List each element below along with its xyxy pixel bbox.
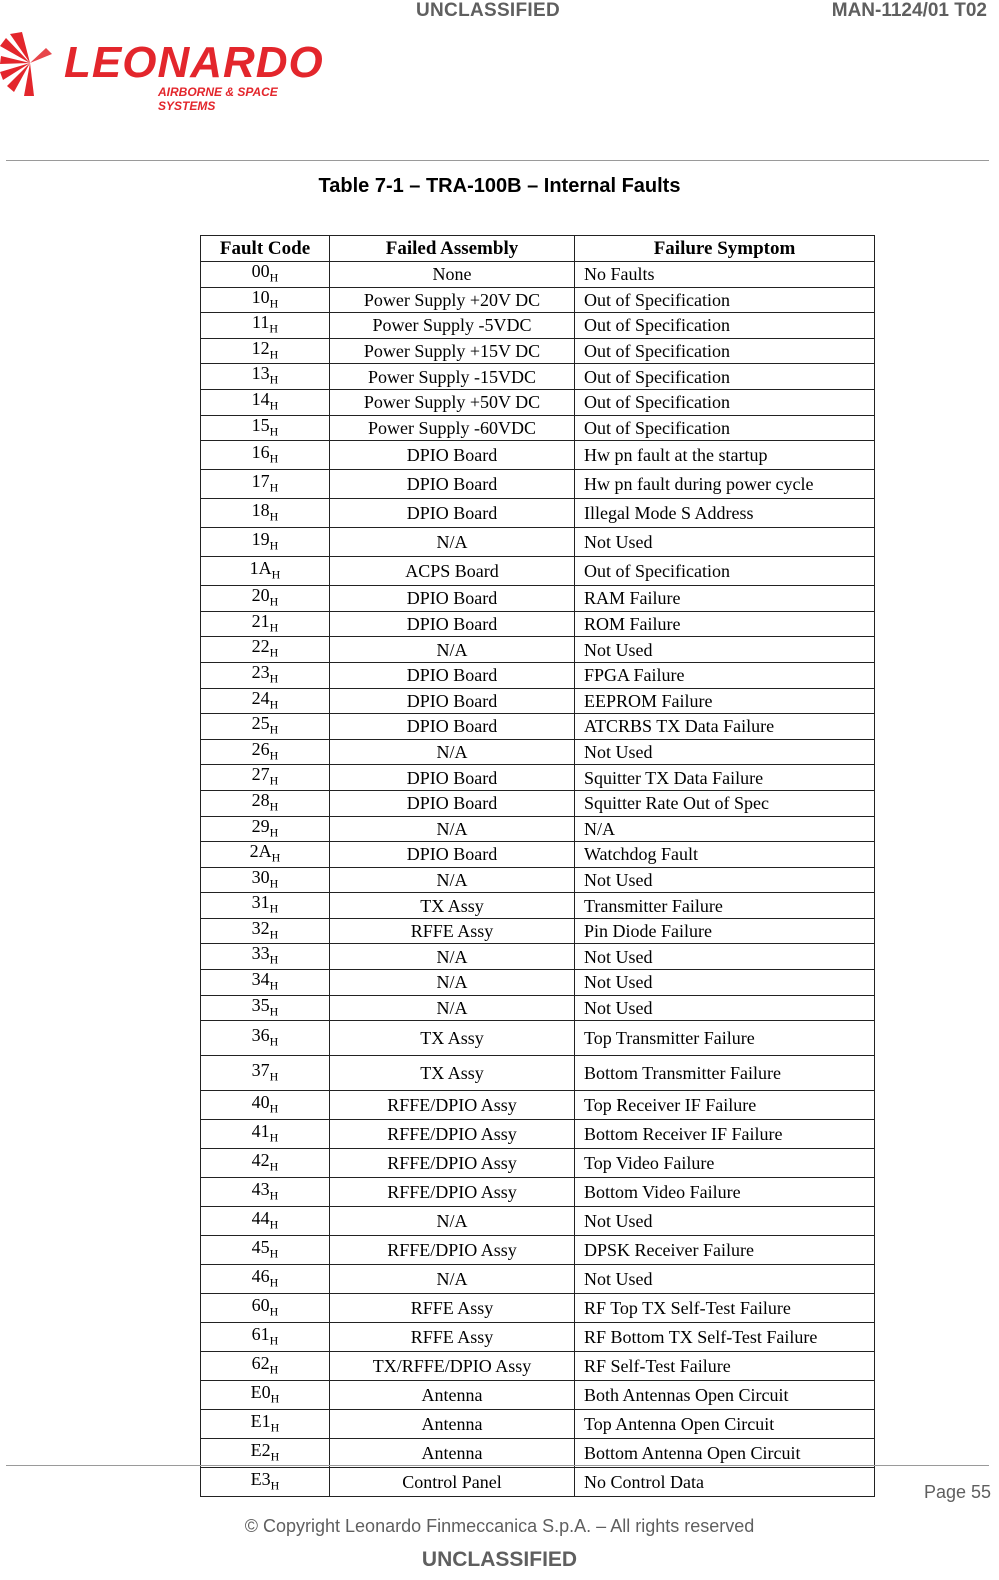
failed-assembly-cell: TX Assy <box>330 1021 575 1056</box>
failure-symptom-cell: Top Transmitter Failure <box>575 1021 875 1056</box>
table-row <box>201 389 875 415</box>
table-row <box>201 944 875 970</box>
failed-assembly-cell: Antenna <box>330 1381 575 1410</box>
hex-subscript: H <box>269 480 279 495</box>
hex-subscript: H <box>270 1420 280 1435</box>
fault-code-cell <box>201 415 330 441</box>
fault-code: E2 <box>250 1439 271 1460</box>
fault-code: 18 <box>251 499 270 520</box>
fault-code-cell <box>201 637 330 663</box>
fault-code-cell <box>201 499 330 528</box>
failure-symptom-cell: Out of Specification <box>575 287 875 313</box>
fault-code: 24 <box>251 687 270 708</box>
fault-code: 1A <box>249 557 272 578</box>
failed-assembly-cell: DPIO Board <box>330 499 575 528</box>
hex-subscript: H <box>269 1004 279 1019</box>
failure-symptom-cell: Out of Specification <box>575 364 875 390</box>
fault-code-cell <box>201 1294 330 1323</box>
failure-symptom-cell: Not Used <box>575 637 875 663</box>
hex-subscript: H <box>269 1069 279 1084</box>
hex-subscript: H <box>269 825 279 840</box>
fault-code: 28 <box>251 789 270 810</box>
failure-symptom-cell: ATCRBS TX Data Failure <box>575 714 875 740</box>
table-row <box>201 1381 875 1410</box>
table-row <box>201 1410 875 1439</box>
failed-assembly-cell: N/A <box>330 867 575 893</box>
table-row <box>201 611 875 637</box>
failure-symptom-cell: Both Antennas Open Circuit <box>575 1381 875 1410</box>
hex-subscript: H <box>269 1275 279 1290</box>
footer-divider <box>6 1465 989 1466</box>
failure-symptom-cell: Top Video Failure <box>575 1149 875 1178</box>
hex-subscript: H <box>269 876 279 891</box>
fault-code: 43 <box>251 1178 270 1199</box>
fault-code-cell <box>201 313 330 339</box>
fault-code: 16 <box>251 441 270 462</box>
failed-assembly-cell: DPIO Board <box>330 662 575 688</box>
failed-assembly-cell: Power Supply -5VDC <box>330 313 575 339</box>
table-row <box>201 1265 875 1294</box>
failed-assembly-cell: RFFE Assy <box>330 1323 575 1352</box>
table-row <box>201 867 875 893</box>
table-row <box>201 1149 875 1178</box>
failure-symptom-cell: Out of Specification <box>575 313 875 339</box>
failure-symptom-cell: Hw pn fault during power cycle <box>575 470 875 499</box>
table-row <box>201 662 875 688</box>
failed-assembly-cell: RFFE Assy <box>330 918 575 944</box>
fault-code-cell <box>201 287 330 313</box>
fault-code: E3 <box>250 1468 271 1489</box>
hex-subscript: H <box>269 1130 279 1145</box>
hex-subscript: H <box>269 953 279 968</box>
failure-symptom-cell: Out of Specification <box>575 415 875 441</box>
fault-code-cell <box>201 611 330 637</box>
table-header-row <box>201 236 875 262</box>
failure-symptom-cell: RF Bottom TX Self-Test Failure <box>575 1323 875 1352</box>
failed-assembly-cell: Antenna <box>330 1410 575 1439</box>
hex-subscript: H <box>269 321 278 336</box>
fault-code: 22 <box>251 636 270 657</box>
failure-symptom-cell: Not Used <box>575 867 875 893</box>
table-row <box>201 1091 875 1120</box>
hex-subscript: H <box>269 594 279 609</box>
fault-code-cell <box>201 586 330 612</box>
table-caption: Table 7-1 – TRA-100B – Internal Faults <box>318 175 681 197</box>
failed-assembly-cell: Antenna <box>330 1439 575 1468</box>
fault-code: 00 <box>251 261 270 281</box>
fault-code: 32 <box>251 917 270 938</box>
hex-subscript: H <box>269 1159 279 1174</box>
fault-code: 46 <box>251 1265 270 1286</box>
failed-assembly-cell: DPIO Board <box>330 714 575 740</box>
leonardo-emblem-icon <box>0 30 60 96</box>
failure-symptom-cell: Not Used <box>575 739 875 765</box>
hex-subscript: H <box>270 1391 280 1406</box>
failed-assembly-cell: DPIO Board <box>330 688 575 714</box>
table-row <box>201 287 875 313</box>
fault-code-cell <box>201 662 330 688</box>
hex-subscript: H <box>269 1101 279 1116</box>
failed-assembly-cell: RFFE/DPIO Assy <box>330 1149 575 1178</box>
fault-code-cell <box>201 816 330 842</box>
failure-symptom-cell: Out of Specification <box>575 389 875 415</box>
table-row <box>201 1439 875 1468</box>
failure-symptom-cell: Not Used <box>575 1265 875 1294</box>
fault-code-cell <box>201 470 330 499</box>
leonardo-logo <box>0 30 330 113</box>
table-row <box>201 765 875 791</box>
fault-code: 61 <box>251 1323 270 1344</box>
fault-code-cell <box>201 1178 330 1207</box>
table-row <box>201 313 875 339</box>
failed-assembly-cell: DPIO Board <box>330 842 575 868</box>
fault-code: 45 <box>251 1236 270 1257</box>
fault-code-cell <box>201 842 330 868</box>
fault-code-cell <box>201 944 330 970</box>
fault-code: 31 <box>251 892 270 913</box>
failure-symptom-cell: Squitter Rate Out of Spec <box>575 790 875 816</box>
fault-code: 21 <box>251 610 270 631</box>
fault-code: 23 <box>251 661 270 682</box>
failure-symptom-cell: Squitter TX Data Failure <box>575 765 875 791</box>
table-row <box>201 893 875 919</box>
col-header-failure-symptom: Failure Symptom <box>575 236 875 262</box>
table-row <box>201 739 875 765</box>
hex-subscript: H <box>269 451 279 466</box>
failure-symptom-cell: Watchdog Fault <box>575 842 875 868</box>
fault-code: 41 <box>251 1120 270 1141</box>
failed-assembly-cell: Power Supply -60VDC <box>330 415 575 441</box>
hex-subscript: H <box>269 901 279 916</box>
hex-subscript: H <box>270 1478 280 1493</box>
fault-code-cell <box>201 970 330 996</box>
fault-code: 15 <box>251 414 270 435</box>
table-row <box>201 1207 875 1236</box>
fault-code: 36 <box>251 1024 270 1045</box>
table-row <box>201 714 875 740</box>
failure-symptom-cell: Transmitter Failure <box>575 893 875 919</box>
fault-code-cell <box>201 1439 330 1468</box>
fault-code-cell <box>201 441 330 470</box>
fault-code-cell <box>201 1056 330 1091</box>
fault-code: 14 <box>251 388 270 409</box>
failure-symptom-cell: Bottom Receiver IF Failure <box>575 1120 875 1149</box>
hex-subscript: H <box>269 372 279 387</box>
table-row <box>201 1236 875 1265</box>
failed-assembly-cell: DPIO Board <box>330 470 575 499</box>
failed-assembly-cell: N/A <box>330 1207 575 1236</box>
failed-assembly-cell: Control Panel <box>330 1468 575 1497</box>
fault-code-cell <box>201 1468 330 1497</box>
hex-subscript: H <box>269 538 279 553</box>
fault-code: 26 <box>251 738 270 759</box>
fault-code: 20 <box>251 585 270 606</box>
hex-subscript: H <box>269 748 279 763</box>
fault-code: 27 <box>251 764 270 785</box>
failed-assembly-cell: N/A <box>330 739 575 765</box>
table-row <box>201 637 875 663</box>
fault-code-cell <box>201 1149 330 1178</box>
hex-subscript: H <box>269 620 279 635</box>
hex-subscript: H <box>269 1362 279 1377</box>
fault-code-cell <box>201 557 330 586</box>
table-row <box>201 1178 875 1207</box>
failure-symptom-cell: RF Self-Test Failure <box>575 1352 875 1381</box>
table-row <box>201 1056 875 1091</box>
failed-assembly-cell: Power Supply +50V DC <box>330 389 575 415</box>
fault-code-cell <box>201 867 330 893</box>
fault-code-cell <box>201 893 330 919</box>
fault-code-cell <box>201 1352 330 1381</box>
failure-symptom-cell: EEPROM Failure <box>575 688 875 714</box>
fault-code-cell <box>201 1323 330 1352</box>
failure-symptom-cell: Bottom Transmitter Failure <box>575 1056 875 1091</box>
failed-assembly-cell: Power Supply -15VDC <box>330 364 575 390</box>
fault-code-cell <box>201 1021 330 1056</box>
fault-code-cell <box>201 790 330 816</box>
failure-symptom-cell: Illegal Mode S Address <box>575 499 875 528</box>
fault-code-cell <box>201 1381 330 1410</box>
table-row <box>201 1294 875 1323</box>
failure-symptom-cell: DPSK Receiver Failure <box>575 1236 875 1265</box>
failed-assembly-cell: TX Assy <box>330 893 575 919</box>
failed-assembly-cell: RFFE Assy <box>330 1294 575 1323</box>
fault-table-body <box>201 262 875 1497</box>
fault-code: 29 <box>251 815 270 836</box>
col-header-failed-assembly: Failed Assembly <box>330 236 575 262</box>
failed-assembly-cell: RFFE/DPIO Assy <box>330 1091 575 1120</box>
table-row <box>201 338 875 364</box>
hex-subscript: H <box>270 1449 280 1464</box>
failure-symptom-cell: Bottom Antenna Open Circuit <box>575 1439 875 1468</box>
fault-code-cell <box>201 1265 330 1294</box>
table-row <box>201 557 875 586</box>
failed-assembly-cell: Power Supply +15V DC <box>330 338 575 364</box>
failed-assembly-cell: DPIO Board <box>330 586 575 612</box>
fault-code: 40 <box>251 1091 270 1112</box>
table-row <box>201 816 875 842</box>
hex-subscript: H <box>269 1304 279 1319</box>
hex-subscript: H <box>271 567 281 582</box>
failed-assembly-cell: N/A <box>330 816 575 842</box>
table-row <box>201 918 875 944</box>
table-row <box>201 586 875 612</box>
fault-code: 30 <box>251 866 270 887</box>
fault-code-cell <box>201 364 330 390</box>
failure-symptom-cell: RAM Failure <box>575 586 875 612</box>
table-row <box>201 1323 875 1352</box>
fault-code: 13 <box>251 363 270 384</box>
hex-subscript: H <box>269 270 279 285</box>
failed-assembly-cell: N/A <box>330 944 575 970</box>
failure-symptom-cell: No Faults <box>575 262 875 288</box>
fault-code: 12 <box>251 337 270 358</box>
fault-code-cell <box>201 714 330 740</box>
fault-code: 19 <box>251 528 270 549</box>
copyright-notice: © Copyright Leonardo Finmeccanica S.p.A. – All rights reserved <box>244 1516 755 1536</box>
failed-assembly-cell: DPIO Board <box>330 765 575 791</box>
fault-code-cell <box>201 389 330 415</box>
fault-code-cell <box>201 1120 330 1149</box>
hex-subscript: H <box>269 773 279 788</box>
hex-subscript: H <box>269 424 279 439</box>
fault-code-cell <box>201 739 330 765</box>
failed-assembly-cell: DPIO Board <box>330 611 575 637</box>
failed-assembly-cell: N/A <box>330 637 575 663</box>
footer-classification: UNCLASSIFIED <box>421 1548 578 1571</box>
fault-code: 17 <box>251 470 270 491</box>
table-row <box>201 415 875 441</box>
failure-symptom-cell: Not Used <box>575 944 875 970</box>
failure-symptom-cell: RF Top TX Self-Test Failure <box>575 1294 875 1323</box>
failed-assembly-cell: None <box>330 262 575 288</box>
failed-assembly-cell: N/A <box>330 970 575 996</box>
fault-code: 10 <box>251 286 270 307</box>
fault-code-cell <box>201 262 330 288</box>
hex-subscript: H <box>269 1246 279 1261</box>
fault-code: 25 <box>251 713 270 734</box>
logo-wordmark: LEONARDO <box>64 38 324 87</box>
fault-code: 2A <box>249 841 272 862</box>
table-row <box>201 441 875 470</box>
hex-subscript: H <box>271 850 281 865</box>
hex-subscript: H <box>269 1333 279 1348</box>
failure-symptom-cell: FPGA Failure <box>575 662 875 688</box>
table-row <box>201 970 875 996</box>
fault-code: 37 <box>251 1059 270 1080</box>
failed-assembly-cell: N/A <box>330 528 575 557</box>
fault-code-cell <box>201 765 330 791</box>
failure-symptom-cell: Bottom Video Failure <box>575 1178 875 1207</box>
fault-code-cell <box>201 1091 330 1120</box>
table-row <box>201 499 875 528</box>
failed-assembly-cell: N/A <box>330 1265 575 1294</box>
fault-code-cell <box>201 995 330 1021</box>
fault-code: 11 <box>251 312 270 333</box>
col-header-fault-code: Fault Code <box>201 236 330 262</box>
fault-code-cell <box>201 688 330 714</box>
table-row <box>201 364 875 390</box>
failed-assembly-cell: ACPS Board <box>330 557 575 586</box>
failed-assembly-cell: RFFE/DPIO Assy <box>330 1236 575 1265</box>
page-number: Page 55 <box>923 1482 991 1502</box>
fault-code: 35 <box>251 994 270 1015</box>
table-row <box>201 995 875 1021</box>
failed-assembly-cell: TX/RFFE/DPIO Assy <box>330 1352 575 1381</box>
hex-subscript: H <box>269 799 279 814</box>
failure-symptom-cell: Not Used <box>575 528 875 557</box>
fault-code: 44 <box>251 1207 270 1228</box>
failure-symptom-cell: Out of Specification <box>575 338 875 364</box>
hex-subscript: H <box>269 697 279 712</box>
fault-table <box>200 235 875 1497</box>
hex-subscript: H <box>269 1034 279 1049</box>
fault-code-cell <box>201 1236 330 1265</box>
failure-symptom-cell: Not Used <box>575 1207 875 1236</box>
fault-code-cell <box>201 1410 330 1439</box>
failure-symptom-cell: No Control Data <box>575 1468 875 1497</box>
failed-assembly-cell: DPIO Board <box>330 441 575 470</box>
fault-code: 42 <box>251 1149 270 1170</box>
table-row <box>201 688 875 714</box>
fault-code: 60 <box>251 1294 270 1315</box>
header-divider <box>6 160 989 161</box>
header-classification: UNCLASSIFIED <box>416 0 560 21</box>
table-row <box>201 842 875 868</box>
hex-subscript: H <box>269 1188 279 1203</box>
hex-subscript: H <box>269 645 279 660</box>
table-row <box>201 1352 875 1381</box>
hex-subscript: H <box>269 347 279 362</box>
table-row <box>201 470 875 499</box>
hex-subscript: H <box>269 927 279 942</box>
hex-subscript: H <box>269 978 279 993</box>
failure-symptom-cell: Top Receiver IF Failure <box>575 1091 875 1120</box>
fault-code-cell <box>201 1207 330 1236</box>
failed-assembly-cell: TX Assy <box>330 1056 575 1091</box>
failed-assembly-cell: RFFE/DPIO Assy <box>330 1178 575 1207</box>
failed-assembly-cell: RFFE/DPIO Assy <box>330 1120 575 1149</box>
failure-symptom-cell: N/A <box>575 816 875 842</box>
fault-code: E1 <box>250 1410 271 1431</box>
failed-assembly-cell: DPIO Board <box>330 790 575 816</box>
hex-subscript: H <box>269 509 279 524</box>
table-row <box>201 1468 875 1497</box>
fault-code-cell <box>201 528 330 557</box>
fault-code: 33 <box>251 943 270 964</box>
failure-symptom-cell: ROM Failure <box>575 611 875 637</box>
failure-symptom-cell: Top Antenna Open Circuit <box>575 1410 875 1439</box>
fault-code: 34 <box>251 969 270 990</box>
fault-code-cell <box>201 338 330 364</box>
hex-subscript: H <box>269 296 279 311</box>
failure-symptom-cell: Out of Specification <box>575 557 875 586</box>
failed-assembly-cell: N/A <box>330 995 575 1021</box>
table-row <box>201 262 875 288</box>
hex-subscript: H <box>269 671 279 686</box>
failure-symptom-cell: Pin Diode Failure <box>575 918 875 944</box>
fault-code: 62 <box>251 1352 270 1373</box>
hex-subscript: H <box>269 1217 279 1232</box>
failure-symptom-cell: Not Used <box>575 995 875 1021</box>
table-row <box>201 528 875 557</box>
failure-symptom-cell: Hw pn fault at the startup <box>575 441 875 470</box>
logo-subtitle: AIRBORNE & SPACE SYSTEMS <box>158 85 278 113</box>
table-row <box>201 1021 875 1056</box>
fault-code-cell <box>201 918 330 944</box>
table-row <box>201 790 875 816</box>
hex-subscript: H <box>269 722 279 737</box>
header-doc-number: MAN-1124/01 T02 <box>831 0 987 21</box>
failure-symptom-cell: Not Used <box>575 970 875 996</box>
fault-code: E0 <box>250 1381 271 1402</box>
table-row <box>201 1120 875 1149</box>
hex-subscript: H <box>269 398 279 413</box>
failed-assembly-cell: Power Supply +20V DC <box>330 287 575 313</box>
